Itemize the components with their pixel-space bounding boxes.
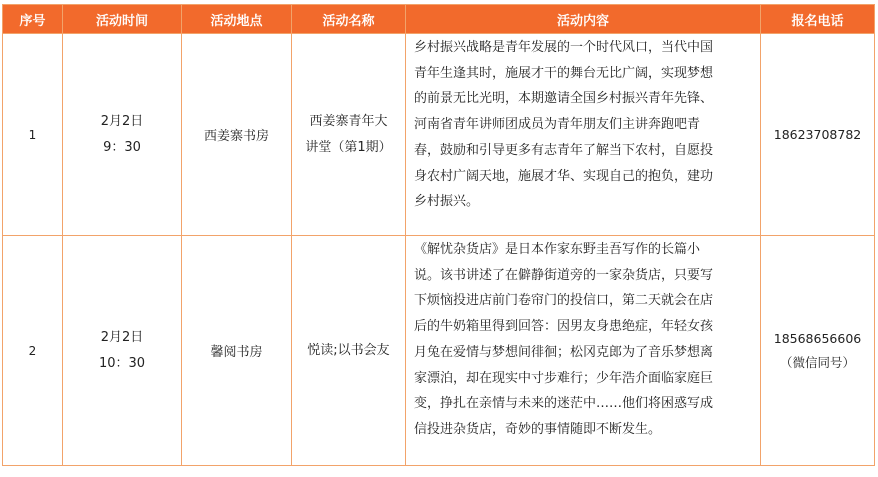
header-seq: 序号 bbox=[3, 5, 63, 34]
cell-place: 馨阅书房 bbox=[182, 236, 292, 466]
content-line: 下烦恼投进店前门卷帘门的投信口，第二天就会在店 bbox=[414, 293, 714, 309]
cell-content bbox=[406, 236, 761, 466]
cell-seq: 2 bbox=[3, 236, 63, 466]
content-line: 变，挣扎在亲情与未来的迷茫中……他们将困惑写成 bbox=[414, 396, 714, 412]
cell-name bbox=[292, 34, 406, 236]
table-row bbox=[3, 236, 875, 466]
header-name: 活动名称 bbox=[292, 5, 406, 34]
content-line: 青年生逢其时，施展才干的舞台无比广阔，实现梦想 bbox=[414, 65, 714, 81]
content-line: 身农村广阔天地，施展才华、实现自己的抱负，建功 bbox=[414, 168, 714, 184]
time-clock: 10：30 bbox=[98, 355, 146, 371]
phone-number: 18623708782 bbox=[773, 126, 862, 142]
cell-phone bbox=[761, 34, 875, 236]
content-line: 家漂泊，却在现实中寸步难行；少年浩介面临家庭巨 bbox=[414, 370, 714, 386]
cell-time bbox=[63, 34, 182, 236]
name-line: 讲堂（第1期） bbox=[305, 139, 392, 155]
header-place: 活动地点 bbox=[182, 5, 292, 34]
phone-note: （微信同号） bbox=[779, 354, 855, 370]
header-time: 活动时间 bbox=[63, 5, 182, 34]
cell-phone bbox=[761, 236, 875, 466]
phone-number: 18568656606 bbox=[773, 330, 862, 346]
table-header bbox=[3, 5, 875, 34]
content-line: 后的牛奶箱里得到回答：因男友身患绝症，年轻女孩 bbox=[414, 319, 714, 335]
time-date: 2月2日 bbox=[100, 329, 144, 345]
name-line: 悦读;以书会友 bbox=[307, 342, 390, 358]
content-line: 的前景无比光明，本期邀请全国乡村振兴青年先锋、 bbox=[414, 91, 714, 107]
cell-place: 西姜寨书房 bbox=[182, 34, 292, 236]
activity-table bbox=[2, 4, 875, 466]
content-line: 说。该书讲述了在僻静街道旁的一家杂货店，只要写 bbox=[414, 267, 714, 283]
content-line: 月兔在爱情与梦想间徘徊；松冈克郎为了音乐梦想离 bbox=[414, 344, 714, 360]
time-date: 2月2日 bbox=[100, 113, 144, 129]
content-line: 春，鼓励和引导更多有志青年了解当下农村，自愿投 bbox=[414, 142, 714, 158]
name-line: 西姜寨青年大 bbox=[309, 113, 388, 129]
header-content: 活动内容 bbox=[406, 5, 761, 34]
content-line: 信投进杂货店，奇妙的事情随即不断发生。 bbox=[414, 421, 662, 437]
cell-content bbox=[406, 34, 761, 236]
content-line: 河南省青年讲师团成员为青年朋友们主讲奔跑吧青 bbox=[414, 117, 701, 133]
cell-seq: 1 bbox=[3, 34, 63, 236]
content-line: 乡村振兴。 bbox=[414, 194, 480, 210]
content-line: 《解忧杂货店》是日本作家东野圭吾写作的长篇小 bbox=[414, 242, 701, 257]
content-line: 乡村振兴战略是青年发展的一个时代风口，当代中国 bbox=[414, 40, 714, 55]
header-phone: 报名电话 bbox=[761, 5, 875, 34]
cell-name bbox=[292, 236, 406, 466]
time-clock: 9：30 bbox=[103, 139, 141, 155]
cell-time bbox=[63, 236, 182, 466]
table-row bbox=[3, 34, 875, 236]
